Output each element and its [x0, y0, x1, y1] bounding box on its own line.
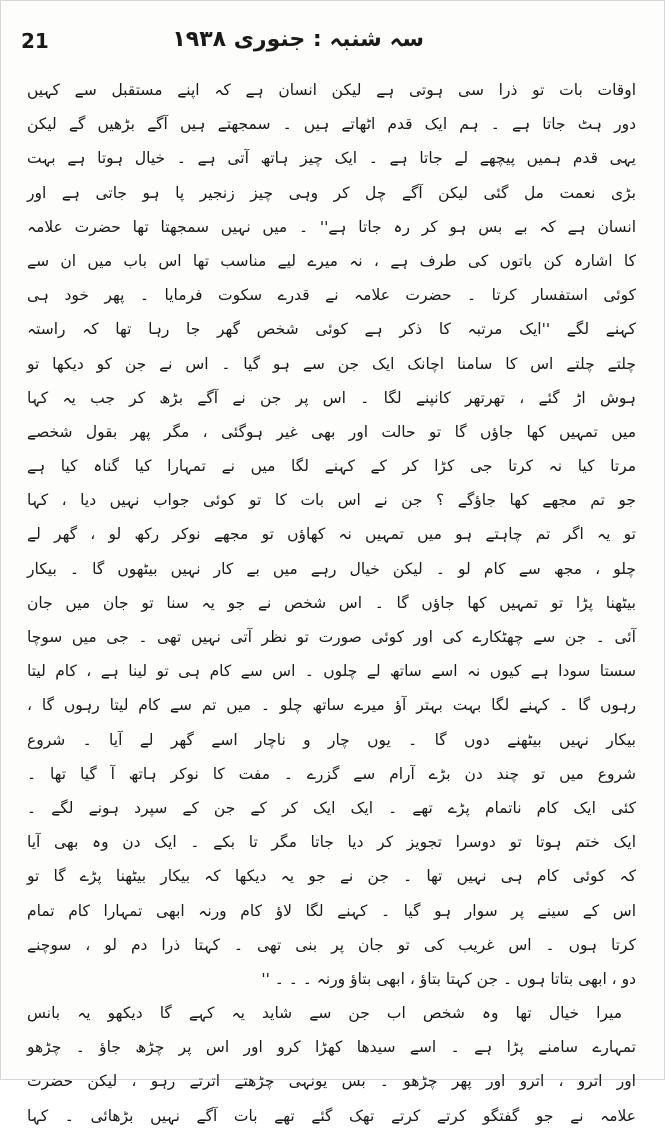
- text-line: کئی ایک کام ناتمام پڑے تھے ۔ ایک ایک کر کے جن کے سپرد ہونے لگے ۔: [27, 798, 636, 817]
- text-line: اور اترو ، اترو اور پھر چڑھو ۔ بس یونہی چڑھتے اترتے رہو ، لیکن حضرت: [27, 1072, 636, 1091]
- text-line: دو ، ابھی بتاتا ہوں ۔ جن کہتا بتاؤ ، ابھی بتاؤ ورنہ ۔ ۔ ۔ '': [261, 969, 636, 988]
- text-line: علامہ نے جو گفتگو کرتے کرتے تھک گئے تھے بات آگے نہیں بڑھائی ۔ کہا: [27, 1106, 636, 1125]
- text-line: ایک ختم ہوتا تو دوسرا تجویز کر دیا جاتا مگر تا بکے ۔ ایک دن وہ بھی آیا: [27, 833, 636, 852]
- text-line: بیکار نہیں بیٹھنے دوں گا ۔ یوں چار و ناچار اسے گھر لے آیا ۔ شروع: [27, 730, 636, 749]
- text-line: میرا خیال تھا وہ شخص اب جن سے شاید یہ کہے گا دیکھو یہ بانس: [27, 1004, 622, 1023]
- text-line: میں تمہیں کھا جاؤں گا تو حالت اور بھی غیر ہوگئی ، مگر پھر بقول شخصے: [27, 422, 636, 441]
- text-line: تو یہ اگر تم چاہتے ہو میں تمہیں نہ کھاؤں تو مجھے نوکر رکھ لو ، گھر لے: [27, 525, 636, 544]
- text-line: آئی ۔ جن سے چھٹکارے کی اور کوئی صورت تو نظر آتی نہیں تھی ۔ جی میں سوچا: [27, 628, 636, 646]
- body-text: [27, 73, 636, 1133]
- text-line: بیٹھنا پڑا تو تمہیں کھا جاؤں گا ۔ اس شخص نے جو یہ سنا تو جان میں جان: [27, 593, 636, 612]
- text-line: چلتے چلتے اس کا سامنا اچانک ایک جن سے ہو گیا ۔ اس نے جن کو دیکھا تو: [27, 354, 636, 373]
- text-line: ہوش اڑ گئے ، تھرتھر کانپنے لگا ۔ اس پر جن نے آگے بڑھ کر جب یہ کہا: [27, 388, 636, 407]
- text-line: تمہارے سامنے پڑا ہے ۔ اسے سیدھا کھڑا کرو اور اس پر چڑھ جاؤ ۔ چڑھو: [27, 1038, 636, 1057]
- text-line: بڑی نعمت مل گئی لیکن آگے چل کر وہی چیز زنجیر پا ہو جاتی ہے اور: [27, 183, 636, 202]
- text-line: رہوں گا ۔ کہنے لگا بہت بہتر آؤ میرے ساتھ چلو ۔ میں تم سے کام لیتا رہوں گا ،: [27, 696, 636, 715]
- text-line: انسان ہے کہ بے بس ہو کر رہ جاتا ہے'' ۔ میں نہیں سمجھتا تھا حضرت علامہ: [27, 217, 636, 236]
- text-line: کہنے لگے ''ایک مرتبہ کا ذکر ہے کوئی شخص گھر جا رہا تھا کہ راستہ: [27, 320, 636, 339]
- text-line: کا اشارہ کن باتوں کی طرف ہے ، نہ میرے لیے مناسب تھا اس باب میں ان سے: [27, 251, 636, 270]
- text-line: کرتا ہوں ۔ اس غریب کی تو جان پر بنی تھی ۔ کہتا ذرا دم لو ، سوچنے: [27, 935, 636, 954]
- running-header-title: سہ شنبہ : جنوری ۱۹۳۸: [172, 27, 424, 52]
- text-line: جو تم مجھے کھا جاؤگے ؟ جن نے اس بات کا تو کوئی جواب نہیں دیا ، کہا: [27, 491, 636, 510]
- text-line: کہ کوئی کام ہی نہیں تھا ۔ جن نے جو یہ دیکھا کہ بیکار بیٹھنا پڑے گا تو: [27, 867, 636, 886]
- text-line: شروع میں تو چند دن بڑے آرام سے گزرے ۔ مفت کا نوکر ہاتھ آ گیا تھا ۔: [27, 764, 636, 783]
- page-header: [21, 23, 644, 57]
- text-line: مرتا کیا نہ کرتا جی کڑا کر کے کہنے لگا میں نے تمہارا کیا گناہ کیا ہے: [27, 457, 636, 476]
- text-line: اس کے سینے پر سوار ہو گیا ۔ کہنے لگا لاؤ کام ورنہ ابھی تمہارا کام تمام: [27, 901, 636, 920]
- text-line: دور ہٹ جاتا ہے ۔ ہم ایک قدم اٹھاتے ہیں ۔ سمجھتے ہیں آگے بڑھیں گے لیکن: [27, 115, 636, 134]
- text-line: کوئی استفسار کرتا ۔ حضرت علامہ نے قدرے سکوت فرمایا ۔ پھر خود ہی: [27, 286, 636, 305]
- text-line: سستا سودا ہے کیوں نہ اسے ساتھ لے چلوں ۔ اس سے کام ہی تو لینا ہے ، کام لیتا: [27, 662, 636, 681]
- text-line: چلو ، مجھ سے کام لو ۔ لیکن خیال رہے میں بے کار نہیں بیٹھوں گا ۔ بیکار: [27, 559, 636, 578]
- text-line: اوقات بات تو ذرا سی ہوتی ہے لیکن انسان ہے کہ اپنے مستقبل سے کہیں: [27, 81, 636, 99]
- page-number: 21: [21, 29, 49, 53]
- text-line: یہی قدم ہمیں پیچھے لے جاتا ہے ۔ ایک چیز ہاتھ آتی ہے ۔ خیال ہوتا ہے بہت: [27, 149, 636, 168]
